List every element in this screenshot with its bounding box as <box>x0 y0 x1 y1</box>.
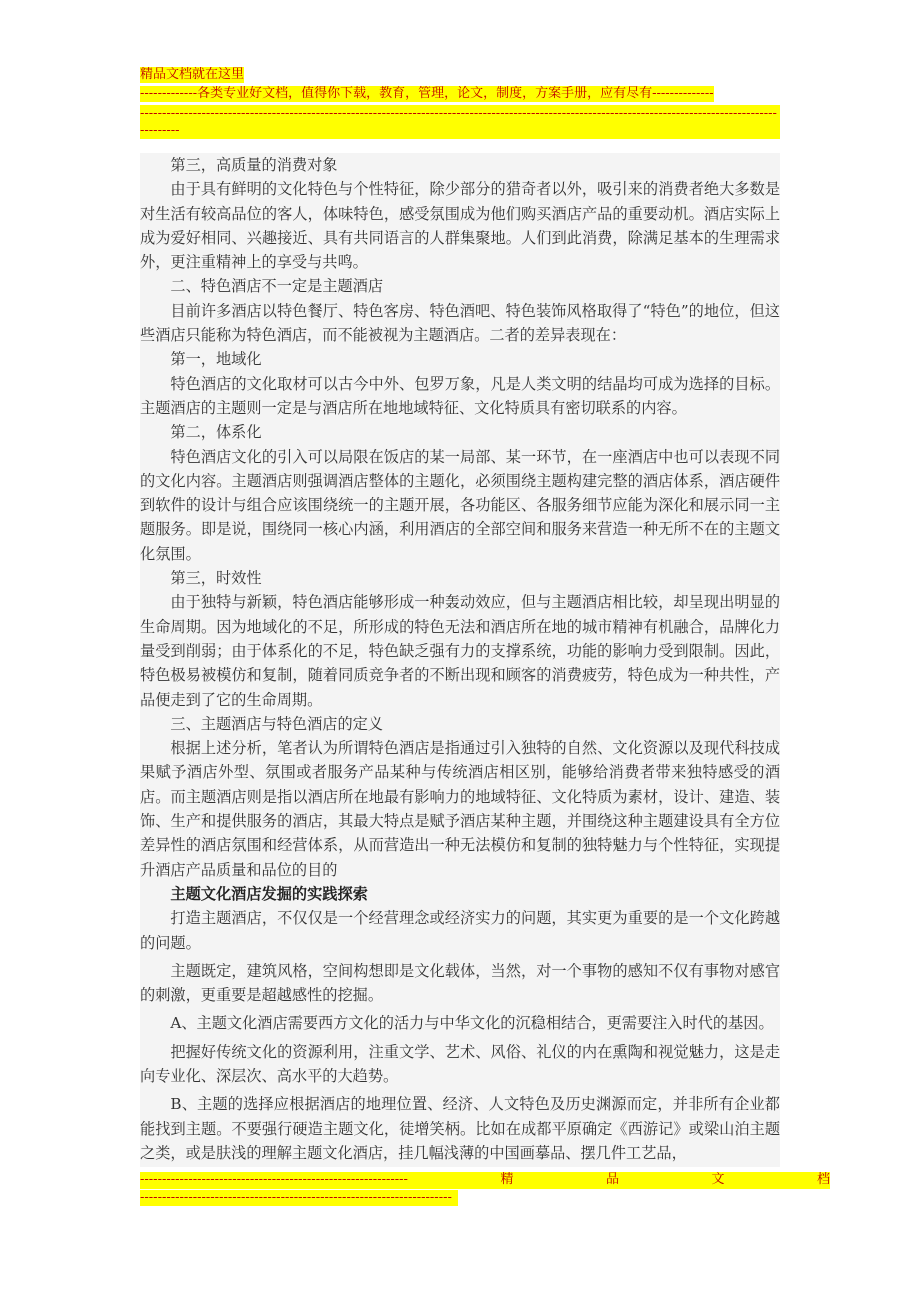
footer-word: 精 <box>500 1172 514 1187</box>
paragraph: A、主题文化酒店需要西方文化的活力与中华文化的沉稳相结合，更需要注入时代的基因。 <box>170 1014 774 1033</box>
subheading: 第二，体系化 <box>170 423 262 442</box>
paragraph: 打造主题酒店，不仅仅是一个经营理念或经济实力的问题，其实更为重要的是一个文化跨越的问题。 <box>140 909 780 952</box>
footer-word: 档 <box>816 1172 830 1187</box>
section-heading: 二、特色酒店不一定是主题酒店 <box>170 277 384 296</box>
footer-divider: ----------------------------------------------------------------------- <box>140 1190 458 1206</box>
bold-heading: 主题文化酒店发掘的实践探索 <box>170 884 368 903</box>
paragraph-third-quality: 第三，高质量的消费对象 <box>170 156 338 174</box>
subheading: 第一，地域化 <box>170 350 262 369</box>
paragraph: 根据上述分析，笔者认为所谓特色酒店是指通过引入独特的自然、文化资源以及现代科技成果赋予酒店外型、氛围或者服务产品某种与传统酒店相区别，能够给消费者带来独特感受的酒店。而主题酒店则是指以酒店所在地最有影响力的地域特征、文化特质为素材，设计、建造、装饰、生产和提供服务的酒店，其最大特点是赋予酒店某种主题，并围绕这种主题建设具有全方位差异性的酒店氛围和经营体系，从而营造出一种无法模仿和复制的独特魅力与个性特征，实现提升酒店产品质量和品位的目的 <box>140 739 780 879</box>
paragraph: 由于具有鲜明的文化特色与个性特征，除少部分的猎奇者以外，吸引来的消费者绝大多数是对生活有较高品位的客人，体味特色，感受氛围成为他们购买酒店产品的重要动机。酒店实际上成为爱好相同、兴趣接近、具有共同语言的人群集聚地。人们到此消费，除满足基本的生理需求外，更注重精神上的享受与共鸣。 <box>140 180 780 272</box>
paragraph: 由于独特与新颖，特色酒店能够形成一种轰动效应，但与主题酒店相比较，却呈现出明显的生命周期。因为地域化的不足，所形成的特色无法和酒店所在地的城市精神有机融合，品牌化力量受到削弱；由于体系化的不足，特色缺乏强有力的支撑系统，功能的影响力受到限制。因此，特色极易被模仿和复制，随着同质竞争者的不断出现和顾客的消费疲劳，特色成为一种共性，产品便走到了它的生命周期。 <box>140 593 780 709</box>
paragraph: 特色酒店的文化取材可以古今中外、包罗万象，凡是人类文明的结晶均可成为选择的目标。主题酒店的主题则一定是与酒店所在地地域特征、文化特质具有密切联系的内容。 <box>140 374 780 417</box>
footer-dash: ------------------------------------------------------------- <box>140 1172 408 1187</box>
paragraph: 把握好传统文化的资源利用，注重文学、艺术、风俗、礼仪的内在熏陶和视觉魅力，这是走向专业化、深层次、高水平的大趋势。 <box>140 1042 780 1085</box>
header-tagline: -------------各类专业好文档，值得你下载，教育，管理，论文，制度，方案手册，应有尽有-------------- <box>140 86 714 101</box>
paragraph: 目前许多酒店以特色餐厅、特色客房、特色酒吧、特色装饰风格取得了“特色”的地位，但这些酒店只能称为特色酒店，而不能被视为主题酒店。二者的差异表现在： <box>140 301 780 345</box>
paragraph: B、主题的选择应根据酒店的地理位置、经济、人文特色及历史渊源而定，并非所有企业都能找到主题。不要强行硬造主题文化，徒增笑柄。比如在成都平原确定《西游记》或梁山泊主题之类，或是肤浅的理解主题文化酒店，挂几幅浅薄的中国画摹品、摆几件工艺品， <box>140 1095 780 1162</box>
footer-word: 品 <box>605 1172 619 1187</box>
footer-word: 文 <box>711 1172 725 1187</box>
paragraph: 特色酒店文化的引入可以局限在饭店的某一局部、某一环节，在一座酒店中也可以表现不同的文化内容。主题酒店则强调酒店整体的主题化，必须围绕主题构建完整的酒店体系，酒店硬件到软件的设计与组合应该围绕统一的主题开展，各功能区、各服务细节应能为深化和展示同一主题服务。即是说，围绕同一核心内涵，利用酒店的全部空间和服务来营造一种无所不在的主题文化氛围。 <box>140 447 780 563</box>
article-body <box>140 153 780 1167</box>
section-heading: 三、主题酒店与特色酒店的定义 <box>170 714 384 733</box>
header-title: 精品文档就在这里 <box>140 67 245 82</box>
footer-banner <box>140 1172 830 1189</box>
paragraph: 主题既定，建筑风格，空间构想即是文化载体，当然，对一个事物的感知不仅有事物对感官的刺激，更重要是超越感性的挖掘。 <box>140 961 780 1005</box>
header-divider: ---------------------------------------------------------------------------------------------------------------------------------------------------------- <box>140 105 780 139</box>
subheading: 第三，时效性 <box>170 569 262 588</box>
